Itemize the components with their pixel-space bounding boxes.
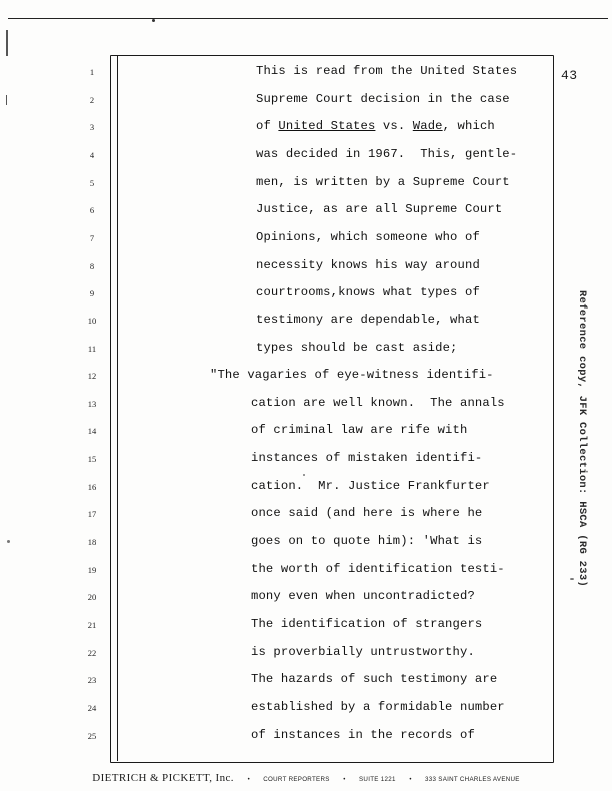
transcript-text-run: Opinions, which someone who of <box>256 229 480 244</box>
line-number: 7 <box>89 232 95 243</box>
line-number: 18 <box>87 537 97 548</box>
line-number: 17 <box>87 509 97 520</box>
transcript-text-run: of criminal law are rife with <box>251 423 468 438</box>
transcript-text-run: was decided in 1967. This, gentle- <box>256 146 518 161</box>
footer-separator: • <box>409 777 412 783</box>
line-number: 12 <box>87 371 97 382</box>
transcript-text-run: vs. <box>375 119 413 134</box>
transcript-text-run: goes on to quote him): 'What is <box>251 534 483 549</box>
transcript-text-run: , which <box>442 119 495 134</box>
footer-firm: DIETRICH & PICKETT, Inc. <box>92 772 234 784</box>
transcript-line <box>251 562 505 576</box>
transcript-text-run: testimony are dependable, what <box>256 312 480 327</box>
transcript-line <box>251 672 497 686</box>
line-number: 21 <box>87 620 97 630</box>
page-footer <box>0 768 612 786</box>
transcript-text-run: men, is written by a Supreme Court <box>256 174 510 189</box>
transcript-text-run: cation. Mr. Justice Frankfurter <box>251 478 490 493</box>
page-number: 43 <box>561 68 578 83</box>
line-number: 24 <box>87 702 97 713</box>
footer-reporters: COURT REPORTERS <box>263 776 330 783</box>
footer-address: 333 SAINT CHARLES AVENUE <box>425 776 520 783</box>
reference-stamp: Reference copy, JFK Collection: HSCA (RG 233) <box>576 290 588 588</box>
line-number: 2 <box>89 94 95 105</box>
transcript-text-run: cation are well known. The annals <box>251 395 505 410</box>
transcript-text-run: mony even when uncontradicted? <box>251 589 475 604</box>
line-number: 13 <box>87 398 97 409</box>
transcript-text-run: types should be cast aside; <box>256 340 458 355</box>
transcript-text-run: once said (and here is where he <box>251 506 483 521</box>
transcript-line <box>256 341 458 355</box>
transcript-text-run: of instances in the records of <box>251 727 475 742</box>
footer-separator: • <box>247 777 250 783</box>
transcript-text-run: necessity knows his way around <box>256 257 480 272</box>
transcript-line <box>251 451 482 465</box>
scan-speck <box>570 578 574 580</box>
transcript-line <box>251 506 482 520</box>
transcript-line <box>251 534 482 548</box>
transcript-text-run: The hazards of such testimony are <box>251 672 498 687</box>
transcript-text-run: established by a formidable number <box>251 699 505 714</box>
transcript-line <box>256 92 510 106</box>
transcript-text-run: "The vagaries of eye-witness identifi- <box>210 368 494 383</box>
transcript-line <box>210 368 494 382</box>
page-frame-inner-rule <box>117 55 118 761</box>
transcript-line <box>256 202 502 216</box>
transcript-text-run: The identification of strangers <box>251 617 483 631</box>
line-number: 1 <box>89 67 95 77</box>
top-speck <box>152 19 155 22</box>
transcript-line <box>251 423 467 437</box>
left-scan-mark <box>6 30 8 56</box>
transcript-line <box>251 728 475 742</box>
transcript-line <box>256 119 495 133</box>
line-number: 25 <box>87 730 97 741</box>
transcript-line <box>251 589 475 603</box>
scan-speck <box>303 474 305 476</box>
line-number: 4 <box>89 149 95 160</box>
line-number: 10 <box>87 315 97 326</box>
scan-speck <box>7 540 10 543</box>
transcript-line <box>251 396 505 410</box>
transcript-text-run: Justice, as are all Supreme Court <box>256 202 503 217</box>
line-number: 6 <box>89 205 95 216</box>
line-number: 8 <box>89 260 95 271</box>
transcript-text-run: instances of mistaken identifi- <box>251 451 483 466</box>
line-number: 16 <box>87 481 97 492</box>
transcript-line <box>251 617 482 631</box>
transcript-line <box>251 645 475 659</box>
footer-suite: SUITE 1221 <box>359 776 396 783</box>
transcript-line <box>256 285 480 299</box>
transcript-text-run: of <box>256 119 279 134</box>
top-rule <box>8 18 608 19</box>
transcript-text-run: Supreme Court decision in the case <box>256 91 510 106</box>
line-number: 23 <box>87 675 97 686</box>
case-name: United States <box>278 119 376 134</box>
line-number: 3 <box>89 122 95 133</box>
case-name: Wade <box>412 119 443 134</box>
line-number: 20 <box>87 592 97 603</box>
line-number: 19 <box>87 564 97 575</box>
left-scan-mark <box>6 95 7 105</box>
transcript-text-run: This is read from the United States <box>256 64 518 78</box>
transcript-text-run: the worth of identification testi- <box>251 561 505 576</box>
transcript-line <box>256 230 480 244</box>
transcript-line <box>251 479 490 493</box>
transcript-line <box>256 258 480 272</box>
transcript-line <box>256 147 517 161</box>
footer-separator: • <box>343 777 346 783</box>
line-number: 22 <box>87 647 97 658</box>
line-number: 5 <box>89 177 95 188</box>
transcript-line <box>256 64 517 78</box>
transcript-line <box>256 175 510 189</box>
transcript-line <box>251 700 505 714</box>
line-number: 11 <box>87 343 97 354</box>
transcript-text-run: is proverbially untrustworthy. <box>251 644 475 659</box>
line-number: 9 <box>89 288 95 299</box>
line-number: 14 <box>87 426 97 437</box>
line-number: 15 <box>87 454 97 465</box>
transcript-line <box>256 313 480 327</box>
transcript-text-run: courtrooms,knows what types of <box>256 285 480 300</box>
